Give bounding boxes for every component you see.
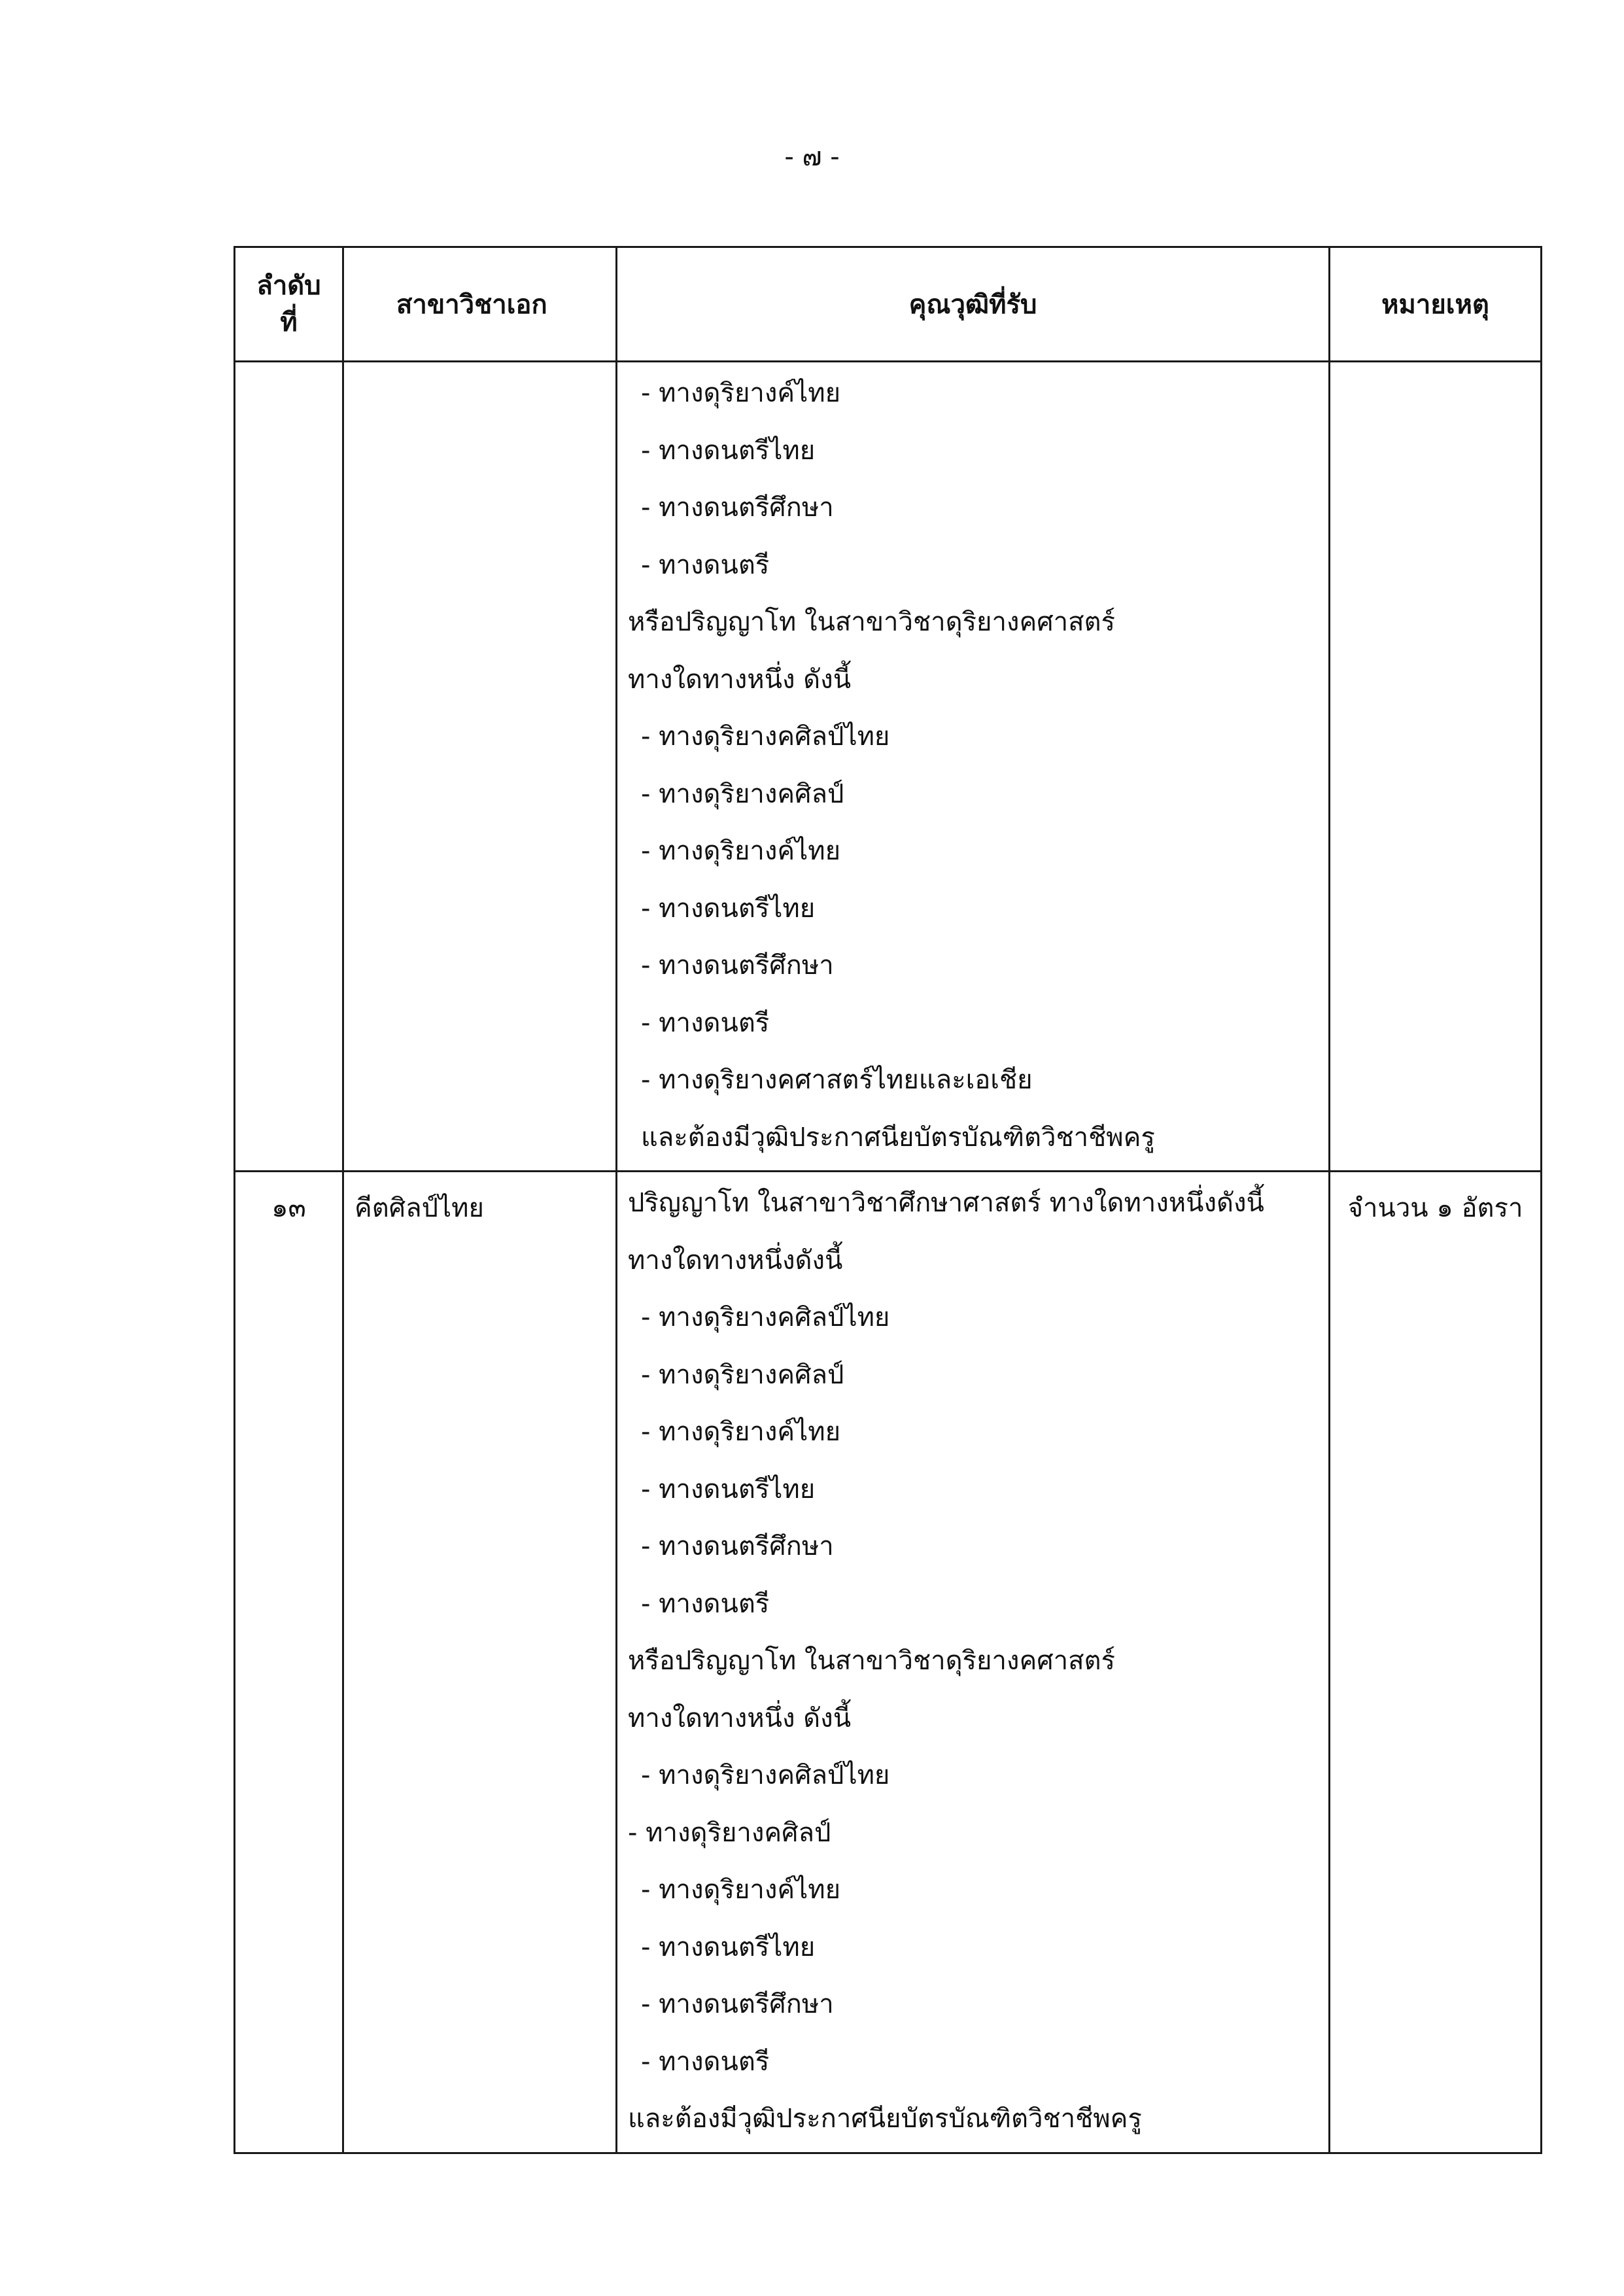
row-note-cell	[1330, 362, 1542, 1172]
qualification-line: - ทางดุริยางค์ไทย	[641, 836, 841, 866]
row-order-cell	[235, 362, 343, 1172]
qualification-line: - ทางดนตรี	[641, 549, 770, 580]
qualification-line: - ทางดนตรีศึกษา	[641, 950, 834, 981]
row-note-cell: จำนวน ๑ อัตรา	[1330, 1172, 1542, 2153]
qualification-line: ทางใดทางหนึ่ง ดังนี้	[628, 1703, 852, 1733]
qualification-line: - ทางดนตรีไทย	[641, 435, 816, 466]
qualification-line: - ทางดุริยางค์ไทย	[641, 378, 841, 408]
qualification-line: - ทางดนตรี	[641, 2046, 770, 2077]
header-major: สาขาวิชาเอก	[343, 247, 617, 362]
page-number: - ๗ -	[784, 142, 840, 172]
qualification-line: - ทางดนตรี	[641, 1588, 770, 1619]
qualification-line: หรือปริญญาโท ในสาขาวิชาดุริยางคศาสตร์	[628, 1646, 1115, 1676]
qualification-line: - ทางดุริยางค์ไทย	[641, 1417, 841, 1447]
qualification-line: - ทางดนตรี	[641, 1007, 770, 1038]
qualification-line: - ทางดนตรีศึกษา	[641, 1531, 834, 1561]
qualification-line: - ทางดนตรีศึกษา	[641, 493, 834, 523]
row-qualification-cell	[617, 1172, 1330, 2153]
qualification-line: - ทางดนตรีศึกษา	[641, 1989, 834, 2019]
table-header-row	[235, 247, 1542, 362]
header-order-line1: ลำดับ	[256, 271, 321, 301]
qualification-line: - ทางดุริยางคศิลป์	[628, 1817, 831, 1848]
row-major-cell	[343, 362, 617, 1172]
header-order-line2: ที่	[280, 307, 298, 338]
table-row	[235, 1172, 1542, 2153]
qualification-line: - ทางดุริยางคศิลป์ไทย	[641, 1302, 890, 1332]
row-major-cell: คีตศิลป์ไทย	[343, 1172, 617, 2153]
table-row	[235, 362, 1542, 1172]
qualification-line: - ทางดุริยางคศิลป์ไทย	[641, 1760, 890, 1790]
header-note: หมายเหตุ	[1330, 247, 1542, 362]
qualification-line: หรือปริญญาโท ในสาขาวิชาดุริยางคศาสตร์	[628, 607, 1115, 637]
qualification-line: - ทางดนตรีไทย	[641, 1474, 816, 1505]
qualification-line: - ทางดนตรีไทย	[641, 1932, 816, 1962]
qualifications-table	[233, 246, 1542, 2154]
qualification-line: - ทางดุริยางคศาสตร์ไทยและเอเชีย	[641, 1065, 1033, 1095]
qualification-line: - ทางดนตรีไทย	[641, 893, 816, 924]
qualification-line: - ทางดุริยางคศิลป์	[641, 778, 844, 809]
qualification-line: ปริญญาโท ในสาขาวิชาศึกษาศาสตร์ ทางใดทางหนึ่งดังนี้	[628, 1188, 1264, 1218]
qualification-line: และต้องมีวุฒิประกาศนียบัตรบัณฑิตวิชาชีพครู	[641, 1122, 1155, 1153]
qualification-line: - ทางดุริยางคศิลป์	[641, 1359, 844, 1390]
row-qualification-cell	[617, 362, 1330, 1172]
qualification-line: ทางใดทางหนึ่ง ดังนี้	[628, 664, 852, 695]
qualification-line: และต้องมีวุฒิประกาศนียบัตรบัณฑิตวิชาชีพครู	[628, 2104, 1142, 2134]
header-order	[235, 247, 343, 362]
qualification-line: ทางใดทางหนึ่งดังนี้	[628, 1245, 843, 1276]
qualification-line: - ทางดุริยางคศิลป์ไทย	[641, 722, 890, 752]
header-qualification: คุณวุฒิที่รับ	[617, 247, 1330, 362]
qualification-line: - ทางดุริยางค์ไทย	[641, 1875, 841, 1905]
row-order-cell: ๑๓	[235, 1172, 343, 2153]
